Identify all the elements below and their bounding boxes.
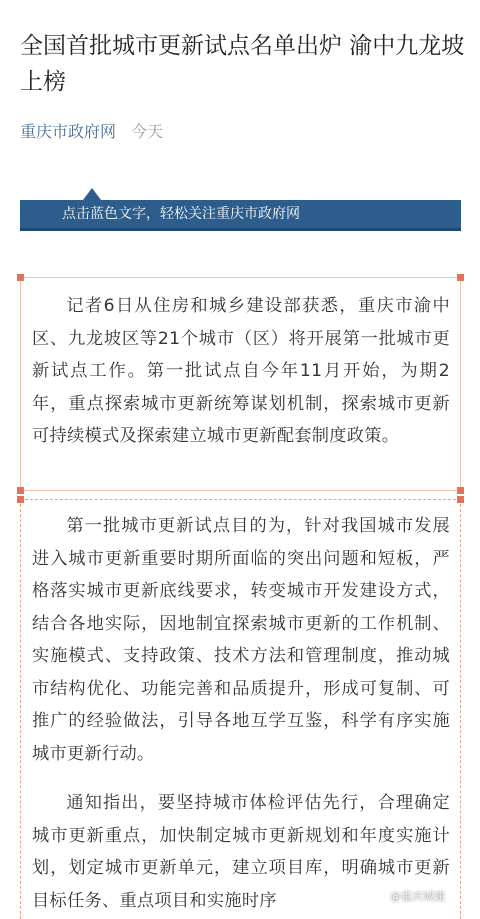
paragraph: 通知指出，要坚持城市体检评估先行，合理确定城市更新重点，加快制定城市更新规划和年度实施计划，划定城市更新单元，建立项目库，明确城市更新目标任务、重点项目和实施时序	[32, 793, 450, 911]
paragraph: 记者6日从住房和城乡建设部获悉，重庆市渝中区、九龙坡区等21个城市（区）将开展第一批城市更新试点工作。第一批试点自今年11月开始，为期2年，重点探索城市更新统筹谋划机制，探索城市更新可持续模式及探索建立城市更新配套制度政策。	[32, 296, 450, 446]
article-meta	[20, 119, 163, 142]
publish-date: 今天	[131, 122, 164, 141]
intro-section-box	[20, 277, 461, 491]
corner-decoration	[457, 496, 464, 503]
watermark: @重庆城建	[390, 890, 445, 903]
paragraph: 第一批城市更新试点目的为，针对我国城市发展进入城市更新重要时期所面临的突出问题和短板，严格落实城市更新底线要求，转变城市开发建设方式，结合各地实际，因地制宜探索城市更新的工作机制、实施模式、支持政策、技术方法和管理制度，推动城市结构优化、功能完善和品质提升，形成可复制、可推广的经验做法，引导各地互学互鉴，科学有序实施城市更新行动。	[32, 516, 450, 764]
article-title: 全国首批城市更新试点名单出炉 渝中九龙坡上榜	[20, 33, 465, 95]
corner-decoration	[457, 274, 464, 281]
follow-banner[interactable]	[20, 188, 461, 232]
account-name-link[interactable]: 重庆市政府网	[20, 122, 117, 141]
banner-pointer	[83, 188, 101, 200]
body-section-box	[20, 499, 461, 919]
corner-decoration	[17, 274, 24, 281]
corner-decoration	[17, 487, 24, 494]
corner-decoration	[457, 487, 464, 494]
corner-decoration	[17, 496, 24, 503]
follow-banner-text[interactable]: 点击蓝色文字，轻松关注重庆市政府网	[20, 200, 461, 231]
